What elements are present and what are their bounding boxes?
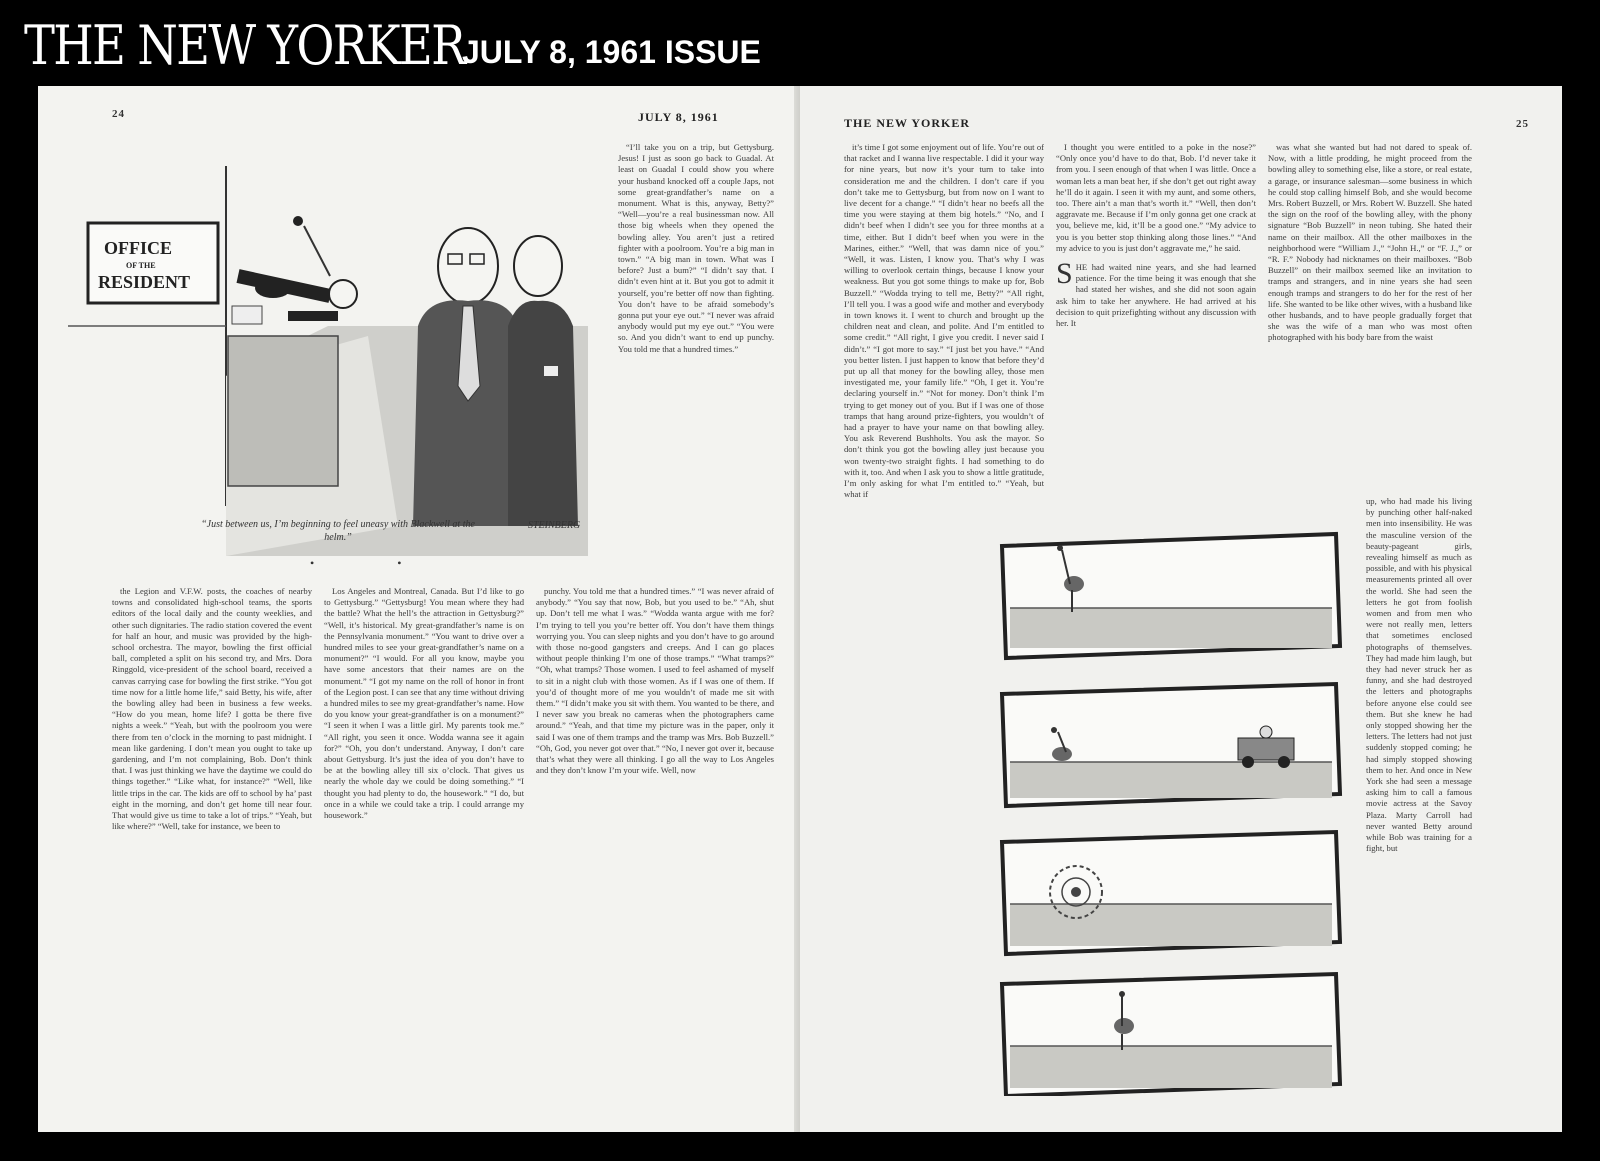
left-column-1 [112,586,312,1116]
right-column-3-text: was what she wanted but had not dared to speak of. Now, with a little prodding, he might proceed from the bowling alley to something else, like a store, or real estate, a garage, or insurance salesman—some business in which he could stop calling himself Bob, and she would become Mrs. Robert Buzzell, or Mrs. Robert W. Buzzell. She hated the sign on the roof of the bowling alley, with the phony signature “Bob Buzzell” in neon tubing. She hated their name on their mailbox. All the other mailboxes in the neighborhood were “William J.,” “John H.,” or “F. J.,” or “R. F.” Nobody had nicknames on their mailboxes. “Bob Buzzell” on their mailbox seemed like an invitation to tramps and strangers, and in nine years she had seen enough tramps and strangers to do her for the rest of her life. She wanted to be like other wives, with a husband like other husbands, and to have people gradually forget that she was the wife of a man who was most often photographed with his body bare from the waist [1268,142,1472,343]
sign-line-1: OFFICE [104,238,173,258]
left-column-1-text: the Legion and V.F.W. posts, the coaches of nearby towns and consolidated high-school teams, the sports editors of the local daily and the county weeklies, and other such dignitaries. The radio station covered the event for half an hour, and music was provided by the high-school orchestra. The mayor, bowling the first official ball, completed a split on his second try, and Mrs. Dora Ringgold, vice-president of the school board, received a canvas carrying case for bowling the first strike. “You got time now for a little home life,” said Betty, his wife, after the bowling alley had been in business a few weeks. “How do you mean, home life? I gotta be there five nights a week.” “Yeah, but with the poolroom you were there from ten o’clock in the morning to past midnight. I mean like gardening. I don’t mean you ought to take up gardening, and I’m not complaining, Bob. Don’t think that. I was just thinking we have the daytime we could do things together.” “Like what, for instance?” “Well, like little trips in the car. The kids are off to school by ha’ past eight in the morning, and don’t get home till near four. That would give us time to take a lot of trips.” “Yeah, but like where?” “Well, take for instance, we been to [112,586,312,832]
comic-panel-4 [1002,974,1340,1096]
comic-panel-2 [1002,684,1340,806]
ostrich-comic-strip [996,526,1346,1096]
new-yorker-logo: THE NEW YORKER [24,14,465,77]
right-column-3b [1366,496,1472,1116]
right-column-2b-text: HE had waited nine years, and she had learned patience. For the time being it was enough that she had stated her wishes, and she did not soon again ask him to take her anywhere. He had arrived at his decision to quit prizefighting without any discussion with her. It [1056,262,1256,329]
right-column-2 [1056,142,1256,512]
left-top-column [618,142,774,578]
left-column-3-text: punchy. You told me that a hundred times.” “I was never afraid of anybody.” “You say that now, Bob, but you used to be.” “Ah, shut up. Don’t tell me what I was.” “Wodda wanta argue with me for? I’m trying to tell you you’re better off. You don’t have them things worrying you. You can sleep nights and you don’t have to go around with those no-good gangsters and creeps. And I can go places without people thinking I’m one of those tramps.” “What tramps?” “Oh, what tramps? Those women. I used to feel ashamed of myself to sit in a night club with those women. As if I was one of them. If you’d of thought more of me you wouldn’t of made me sit with them.” “I didn’t make you sit with them. You wanted to be there, and I never saw you break no cameras when the photographers came around.” “Yeah, and that time my picture was in the paper, only it said I was one of them tramps and the tramp was Mrs. Bob Buzzell.” “Oh, God, you never got over that.” “No, I never got over it, because that’s what they were all thinking. I go all the way to Los Angeles and they don’t know I’m your wife. Well, now [536,586,774,776]
left-column-3 [536,586,774,1116]
issue-date: JULY 8, 1961 ISSUE [462,34,761,70]
comic-panel-1 [1002,534,1340,658]
left-column-2 [324,586,524,1116]
cartoonist-signature: STEINBERG [528,520,581,531]
masthead [0,0,1600,86]
right-column-3b-text: up, who had made his living by punching other half-naked men into insensibility. He was the masculine version of the beauty-pageant girls, revealing himself as much as possible, and with his physical measurements printed all over the world. She had seen the letters he got from foolish women and from men who were not really men, letters that sometimes enclosed photographs of themselves. They had made him laugh, but they had never struck her as funny, and she had destroyed the letters and photographs before anyone else could see them. But she knew he had only stopped showing her the letters. The letters had not just suddenly stopped coming; he had simply stopped showing them to her. And once in New York she had seen a message asking him to call a famous movie actress at the Savoy Plaza. Marty Carroll had never wanted Betty around while Bob was training for a fight, but [1366,496,1472,854]
sign-line-3: RESIDENT [98,272,191,292]
left-running-head: JULY 8, 1961 [638,110,719,124]
left-top-column-text: “I’ll take you on a trip, but Gettysburg. Jesus! I just as soon go back to Guadal. At least on Guadal I could show you where your husband knocked off a couple Japs, not some great-grandfather’s name on a monument. What is this, anyway, Betty?” “Well—you’re a real businessman now. All those big wheels when they opened the bowling alley. You aren’t just a retired fighter with a poolroom. You’re a big man in town.” “A big man in town. What was I before? Just a bum?” “I didn’t say that. I didn’t even hint at it. But you got to admit it yourself, you’re better off now than fighting. You don’t have to be afraid somebody’s gonna put your eye out.” “I never was afraid anybody would put my eye out.” “You were so. And you didn’t want to end up punchy. You told me that a hundred times.” [618,142,774,354]
left-folio: 24 [112,108,125,120]
right-column-2-text: I thought you were entitled to a poke in the nose?” “Only once you’d have to do that, Bob. I’d never take it from you. I seen enough of that when I was little. Once a woman lets a man beat her, if she don’t get out right away he’ll do it again. I seen it with my aunt, and some others, too. There ain’t a man that’s worth it.” “Well, then don’t aggravate me. Because if I’m only gonna get one crack at you, believe me, kid, it’ll be a good one.” “My advice to you is you better stop thinking along those lines.” “And my advice to you is just don’t aggravate me,” he said. [1056,142,1256,253]
right-page [800,86,1562,1132]
sign-line-2: OF THE [126,261,156,270]
section-dots: • • [310,556,442,570]
comic-panel-3 [1002,832,1340,954]
magazine-spread [38,86,1562,1132]
right-column-1-text: it’s time I got some enjoyment out of life. You’re out of that racket and I wanna live respectable. I did it your way for nine years, but now it’s your turn to take into consideration me and the children. I don’t care if you don’t take me to Gettysburg, but from now on I want to live decent for a change.” “I didn’t hear no beefs all the time you were staying at them big hotels.” “No, and I didn’t beef when I didn’t see you for three months at a time, either. But I didn’t beef when you were in the Marines, either.” “Well, that was damn nice of you.” “Well, it was. Listen, I know you. That’s why I was willing to overlook certain things, because I know your weakness. But you got some things to make up for, Bob Buzzell.” “Wodda trying to tell me, Betty?” “All right, I’ll tell you. I was a good wife and mother and everybody in town knows it. I went to church and brought up the children neat and clean, and polite. And I’m entitled to some credit.” “All right, I give you credit. I never said I didn’t.” “I got more to say.” “I just bet you have.” “And you better listen. I just happen to know that before they’d put up all that money for the bowling alley, those men investigated me, your family life.” “Oh, I get it. You’re declaring yourself in.” “Not for money. Don’t think I’m trying to get money out of you. But if I was one of those tramps that hang around prize-fighters, you wouldn’t of had a prayer to have your name on that bowling alley. You ask Reverend Bushholts. You ask the mayor. So don’t think you got the bowling alley just because you won twenty-two straight fights. I had something to do with it, too. And when I ask you to show a little gratitude, I’m only asking for what I’m entitled to.” “Yeah, but what if [844,142,1044,500]
cartoon-illustration [68,126,588,556]
right-folio: 25 [1516,118,1529,130]
drop-cap: S [1056,257,1073,291]
left-page [38,86,800,1132]
right-column-3 [1268,142,1472,512]
cartoon-caption: “Just between us, I’m beginning to feel uneasy with Blackwell at the helm.” [201,519,475,543]
left-column-2-text: Los Angeles and Montreal, Canada. But I’d like to go to Gettysburg.” “Gettysburg! You mean where they had the battle? What the hell’s the attraction in Gettysburg?” “Well, it’s historical. My great-grandfather’s name is on the Pennsylvania monument.” “You want to drive over a hundred miles to see your great-grandfather’s name on a monument?” “I would. For all you know, maybe you have some ancestors that their names are on the monument.” “I got my name on the roll of honor in front of the Legion post. I can see that any time without driving a hundred miles to see my great-grandfather’s name. How do you know your great-grandfather is on a monument?” “I seen it when I was a little girl. My parents took me.” “All right, you seen it once. Wodda wanna see it again for?” “Oh, you don’t understand. Anyway, I don’t care about Gettysburg. It’s just the idea of you don’t have to be at the bowling alley till six o’clock. That gives us nearly the whole day we could be doing something.” “I thought you had plenty to do, the housework.” “I do, but once in a while we could take a trip. I could arrange my housework.” [324,586,524,821]
right-running-head: THE NEW YORKER [844,116,971,130]
